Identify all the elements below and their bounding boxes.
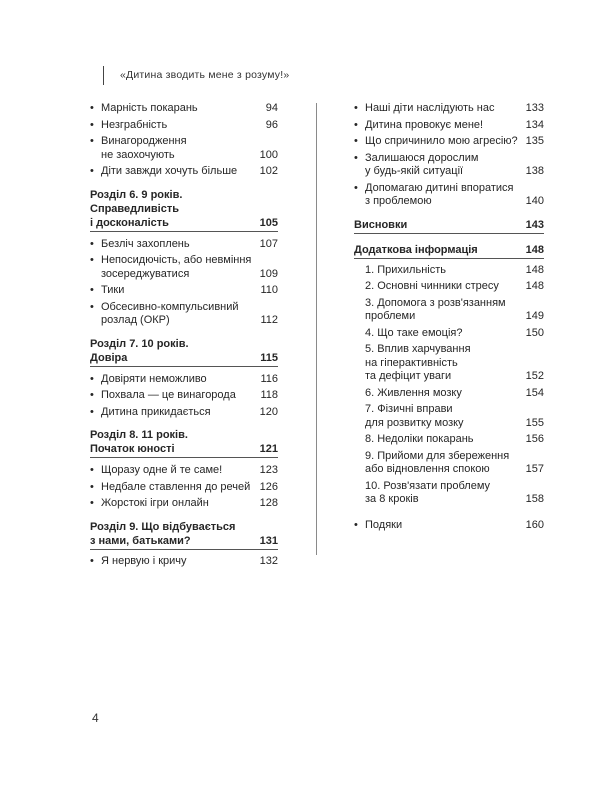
toc-chapter-heading xyxy=(354,218,544,234)
toc-entry-title: 6. Живлення мозку xyxy=(365,386,462,399)
toc-page-number: 128 xyxy=(259,497,278,509)
toc-page-number: 152 xyxy=(525,370,544,382)
toc-page-number: 148 xyxy=(525,243,544,256)
bullet-icon: • xyxy=(354,135,358,147)
bullet-icon: • xyxy=(354,151,358,164)
bullet-icon: • xyxy=(90,480,94,493)
bullet-icon: • xyxy=(90,254,94,266)
toc-entry xyxy=(90,555,278,569)
toc-page-number: 133 xyxy=(525,102,544,114)
toc-entry xyxy=(90,102,278,116)
toc-entry-title: 3. Допомога з розв'язанням проблеми xyxy=(365,296,506,322)
toc-entry xyxy=(90,301,278,328)
toc-appendix-item xyxy=(354,480,544,507)
toc-entry-title: Розділ 7. 10 років. Довіра xyxy=(90,337,189,364)
toc-appendix-item xyxy=(354,450,544,477)
bullet-icon: • xyxy=(90,102,94,114)
toc-entry xyxy=(90,238,278,252)
bullet-icon: • xyxy=(354,181,358,194)
toc-page-number: 120 xyxy=(259,405,278,418)
toc-entry xyxy=(90,254,278,281)
toc-entry xyxy=(90,135,278,162)
toc-entry-title: Розділ 6. 9 років. Справедливість і досконалість xyxy=(90,188,183,229)
toc-entry-title: 7. Фізичні вправи для розвитку мозку xyxy=(365,403,464,429)
toc-entry-title: Незграбність xyxy=(101,118,168,131)
toc-entry-title: 10. Розв'язати проблему за 8 кроків xyxy=(365,479,491,505)
toc-entry-title: Залишаюся дорослим у будь-якій ситуації xyxy=(365,151,479,177)
toc-appendix-item xyxy=(354,280,544,294)
toc-entry-title: Розділ 8. 11 років. Початок юності xyxy=(90,429,188,455)
bullet-icon: • xyxy=(90,464,94,476)
bullet-icon: • xyxy=(354,118,358,131)
toc-chapter-heading xyxy=(90,337,278,367)
toc-page-number: 116 xyxy=(260,372,278,385)
toc-page-number: 148 xyxy=(525,263,544,276)
toc-entry-title: Тики xyxy=(101,284,125,296)
toc-page-number: 115 xyxy=(260,351,278,364)
toc-entry-title: Довіряти неможливо xyxy=(101,372,207,385)
running-header xyxy=(103,64,289,86)
toc-entry-title: Розділ 9. Що відбувається з нами, батьками? xyxy=(90,520,236,547)
toc-entry-title: Дитина провокує мене! xyxy=(365,118,484,131)
bullet-icon: • xyxy=(354,102,358,114)
toc-page-number: 150 xyxy=(525,326,544,339)
toc-entry-title: 9. Прийоми для збереження або відновлення спокою xyxy=(365,449,510,475)
toc-entry-title: Непосидючість, або невміння зосереджуватися xyxy=(101,254,252,280)
toc-page-number: 96 xyxy=(265,118,278,131)
bullet-icon: • xyxy=(90,237,94,250)
toc-appendix-item xyxy=(354,403,544,430)
toc-entry-title: Я нервую і кричу xyxy=(101,554,187,567)
bullet-icon: • xyxy=(90,284,94,296)
toc-page-number: 140 xyxy=(525,195,544,207)
page-number: 4 xyxy=(92,711,99,725)
toc-entry-title: 4. Що таке емоція? xyxy=(365,326,463,339)
bullet-icon: • xyxy=(354,518,358,531)
toc-entry xyxy=(354,152,544,179)
toc-page-number: 156 xyxy=(525,433,544,445)
toc-entry xyxy=(354,519,544,533)
toc-chapter-heading xyxy=(90,520,278,550)
book-title: «Дитина зводить мене з розуму!» xyxy=(120,69,290,81)
toc-page-number: 126 xyxy=(259,480,278,493)
bullet-icon: • xyxy=(90,554,94,567)
toc-appendix-item xyxy=(354,297,544,324)
bullet-icon: • xyxy=(90,300,94,313)
toc-entry-title: Винагородження не заохочують xyxy=(101,135,187,161)
toc-entry-title: 5. Вплив харчування на гіперактивність та дефіцит уваги xyxy=(365,343,471,382)
toc-entry xyxy=(90,119,278,133)
toc-chapter-heading xyxy=(90,188,278,232)
toc-entry-title: Що спричинило мою агресію? xyxy=(365,135,518,147)
toc-appendix-item xyxy=(354,433,544,447)
toc-entry-title: Додаткова інформація xyxy=(354,243,478,256)
toc-page-number: 143 xyxy=(525,218,544,231)
toc-entry-title: Обсесивно-компульсивний розлад (ОКР) xyxy=(101,300,239,326)
column-divider xyxy=(316,103,317,555)
bullet-icon: • xyxy=(90,118,94,131)
toc-entry-title: 1. Прихильність xyxy=(365,263,446,276)
toc-page-number: 123 xyxy=(259,464,278,476)
toc-entry xyxy=(90,389,278,403)
bullet-icon: • xyxy=(90,389,94,401)
toc-page-number: 109 xyxy=(259,267,278,280)
toc-page-number: 158 xyxy=(525,493,544,505)
toc-appendix-item xyxy=(354,343,544,384)
toc-entry xyxy=(90,497,278,511)
toc-entry-title: Щоразу одне й те саме! xyxy=(101,464,223,476)
toc-entry xyxy=(90,373,278,387)
toc-entry xyxy=(90,406,278,420)
toc-page-number: 105 xyxy=(259,216,278,229)
bullet-icon: • xyxy=(90,165,94,177)
toc-page-number: 131 xyxy=(259,534,278,547)
toc-page-number: 160 xyxy=(525,518,544,531)
toc-right-column xyxy=(354,102,544,532)
toc-entry-title: Недбале ставлення до речей xyxy=(101,480,251,493)
toc-appendix-item xyxy=(354,264,544,278)
toc-entry xyxy=(90,481,278,495)
toc-page-number: 121 xyxy=(259,443,278,455)
toc-page-number: 155 xyxy=(525,416,544,429)
toc-entry xyxy=(354,182,544,209)
toc-entry-title: 2. Основні чинники стресу xyxy=(365,280,499,292)
toc-page-number: 135 xyxy=(525,135,544,147)
toc-page-number: 132 xyxy=(259,554,278,567)
toc-page-number: 94 xyxy=(265,102,278,114)
toc-page-number: 157 xyxy=(525,463,544,475)
toc-entry xyxy=(90,284,278,298)
bullet-icon: • xyxy=(90,497,94,509)
toc-entry-title: Безліч захоплень xyxy=(101,237,190,250)
toc-page-number: 118 xyxy=(260,389,278,401)
toc-entry-title: Подяки xyxy=(365,518,403,531)
toc-left-column xyxy=(90,102,278,568)
toc-entry-title: Похвала — це винагорода xyxy=(101,389,236,401)
toc-page-number: 154 xyxy=(525,386,544,399)
toc-entry-title: Наші діти наслідують нас xyxy=(365,102,495,114)
toc-page-number: 134 xyxy=(525,118,544,131)
toc-page-number: 100 xyxy=(259,148,278,161)
toc-entry-title: 8. Недоліки покарань xyxy=(365,433,474,445)
header-vertical-rule xyxy=(103,66,104,85)
toc-page-number: 138 xyxy=(525,165,544,177)
toc-entry xyxy=(354,102,544,116)
toc-entry-title: Жорстокі ігри онлайн xyxy=(101,497,209,509)
toc-entry xyxy=(90,165,278,179)
toc-appendix-item xyxy=(354,327,544,341)
toc-entry-title: Дитина прикидається xyxy=(101,405,211,418)
toc-page-number: 110 xyxy=(260,284,278,296)
bullet-icon: • xyxy=(90,372,94,385)
toc-page-number: 107 xyxy=(259,237,278,250)
toc-chapter-heading xyxy=(354,243,544,259)
bullet-icon: • xyxy=(90,135,94,147)
toc-entry xyxy=(90,464,278,478)
toc-entry-title: Висновки xyxy=(354,218,408,231)
toc-page-number: 102 xyxy=(259,165,278,177)
toc-entry-title: Діти завжди хочуть більше xyxy=(101,165,238,177)
toc-entry-title: Допомагаю дитині впоратися з проблемою xyxy=(365,181,514,207)
toc-entry-title: Марність покарань xyxy=(101,102,198,114)
toc-chapter-heading xyxy=(90,428,278,458)
toc-page-number: 148 xyxy=(525,280,544,292)
toc-entry xyxy=(354,135,544,149)
toc-entry xyxy=(354,119,544,133)
toc-appendix-item xyxy=(354,387,544,401)
toc-page-number: 149 xyxy=(525,310,544,322)
toc-page-number: 112 xyxy=(260,314,278,326)
bullet-icon: • xyxy=(90,405,94,418)
